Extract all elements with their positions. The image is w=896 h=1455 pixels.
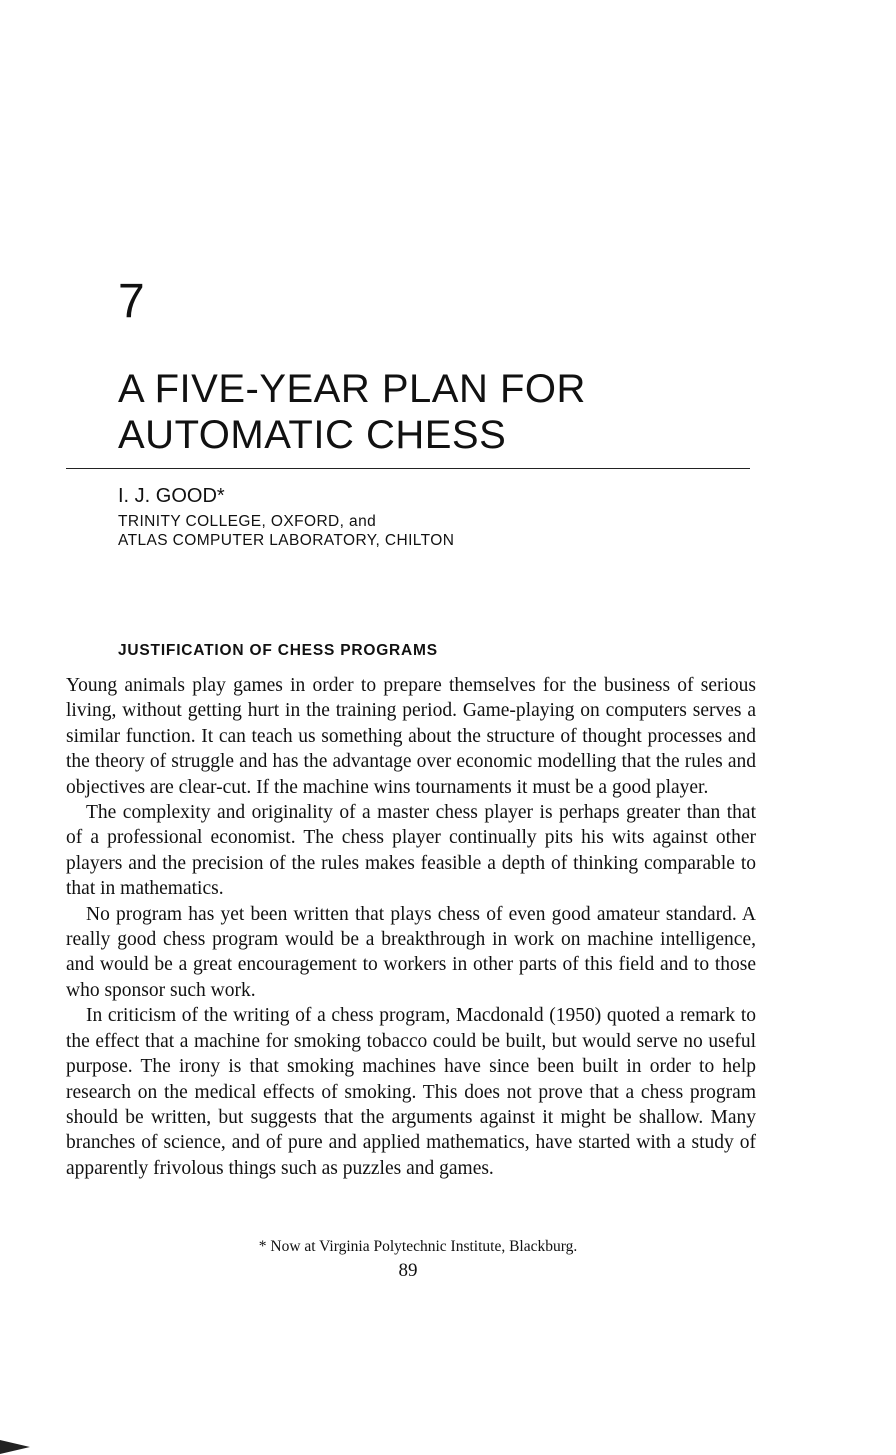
author-affiliation [118, 512, 454, 550]
page-number: 89 [398, 1260, 418, 1281]
paragraph-1: Young animals play games in order to prepare themselves for the business of serious living, without getting hurt in the training period. Game-playing on computers serves a similar function. It can teach us something about the structure of thought processes and the theory of struggle and has the advantage over economic modelling that the rules and objectives are clear-cut. If the machine wins tournaments it must be a good player. [66, 675, 756, 798]
chapter-title-line-1: A FIVE-YEAR PLAN FOR [118, 367, 586, 411]
body-text [66, 673, 756, 1181]
affiliation-line-2: ATLAS COMPUTER LABORATORY, CHILTON [118, 532, 455, 549]
section-heading: JUSTIFICATION OF CHESS PROGRAMS [118, 642, 438, 659]
corner-arrow-mark [0, 1440, 30, 1454]
paragraph-3: No program has yet been written that plays chess of even good amateur standard. A really good chess program would be a breakthrough in work on machine intelligence, and would be a great encouragement to workers in other parts of this field and to those who sponsor such work. [66, 903, 756, 1001]
footnote: * Now at Virginia Polytechnic Institute, Blackburg. [258, 1238, 578, 1255]
chapter-number: 7 [118, 275, 145, 328]
author-name: I. J. GOOD* [118, 485, 225, 507]
paragraph-4: In criticism of the writing of a chess program, Macdonald (1950) quoted a remark to the effect that a machine for smoking tobacco could be built, but would serve no useful purpose. The irony is that smoking machines have since been built in order to help research on the medical effects of smoking. This does not prove that a chess program should be written, but suggests that the arguments against it might be shallow. Many branches of science, and of pure and applied mathematics, have started with a study of apparently frivolous things such as puzzles and games. [66, 1005, 756, 1179]
paragraph-2: The complexity and originality of a master chess player is perhaps greater than that of a professional economist. The chess player continually pits his wits against other players and the precision of the rules makes feasible a depth of thinking comparable to that in mathematics. [66, 802, 756, 900]
chapter-title-line-2: AUTOMATIC CHESS [118, 413, 507, 457]
chapter-title [118, 366, 758, 458]
title-divider [66, 468, 750, 469]
affiliation-line-1: TRINITY COLLEGE, OXFORD, and [118, 513, 377, 530]
